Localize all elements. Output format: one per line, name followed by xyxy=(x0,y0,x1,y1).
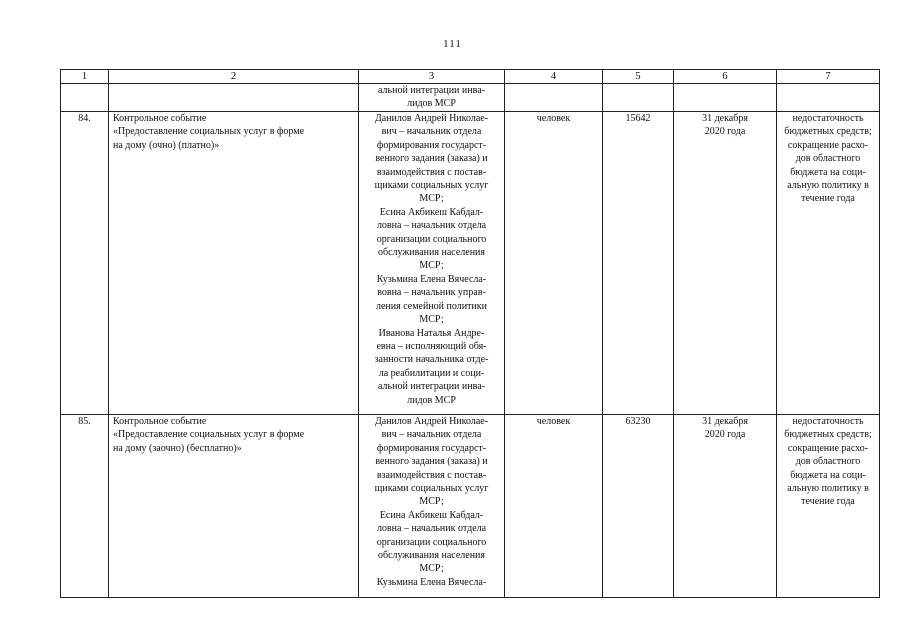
text-line: Контрольное событие xyxy=(113,113,207,124)
text-line: Контрольное событие xyxy=(113,416,207,427)
text-line: Есина Акбикеш Кабдал- xyxy=(379,206,484,218)
text-line: взаимодействия с постав- xyxy=(376,166,487,178)
column-number: 7 xyxy=(777,70,880,84)
text-line: вич – начальник отдела xyxy=(381,429,482,441)
text-line: недостаточность xyxy=(792,416,864,427)
text-line: Кузьмина Елена Вячесла- xyxy=(376,273,487,285)
cell-empty xyxy=(109,84,359,112)
text-line: 2020 года xyxy=(704,126,746,138)
event-cell xyxy=(109,415,359,598)
column-number-row xyxy=(61,70,880,84)
text-line: лидов МСР xyxy=(407,98,456,110)
text-line: ловна – начальник отдела xyxy=(376,220,487,232)
plan-table xyxy=(60,69,880,598)
text-line: организации социального xyxy=(376,233,487,245)
event-cell xyxy=(109,112,359,415)
text-line: недостаточность xyxy=(792,113,864,124)
text-line: МСР; xyxy=(419,260,444,272)
text-line: МСР; xyxy=(419,496,444,508)
text-line: Данилов Андрей Николае- xyxy=(374,416,489,427)
text-line: Кузьмина Елена Вячесла- xyxy=(376,576,487,588)
text-line: венного задания (заказа) и xyxy=(375,456,488,468)
text-line: на дому (очно) (платно)» xyxy=(113,139,220,151)
text-line: обслуживания населения xyxy=(378,550,485,562)
responsible-cell xyxy=(359,415,505,598)
text-line: альную политику в xyxy=(787,180,869,192)
text-line: формирования государст- xyxy=(376,139,487,151)
text-line: Данилов Андрей Николае- xyxy=(374,113,489,124)
text-line: вовна – начальник управ- xyxy=(377,287,486,299)
text-line: «Предоставление социальных услуг в форме xyxy=(113,429,305,441)
text-line: МСР; xyxy=(419,193,444,205)
value-cell: 63230 xyxy=(603,415,674,598)
date-cell xyxy=(674,415,777,598)
continuation-row xyxy=(61,84,880,112)
responsible-cell xyxy=(359,112,505,415)
row-number: 85. xyxy=(61,415,109,598)
column-number: 5 xyxy=(603,70,674,84)
text-line: обслуживания населения xyxy=(378,247,485,259)
text-line: ления семейной политики xyxy=(375,300,488,312)
text-line: дов областного xyxy=(795,456,861,468)
text-line: альной интеграции инва- xyxy=(378,85,485,96)
text-line: дов областного xyxy=(795,153,861,165)
text-line: щиками социальных услуг xyxy=(374,483,489,495)
text-line: течение года xyxy=(801,496,855,508)
table-row xyxy=(61,112,880,415)
text-line: МСР; xyxy=(419,314,444,326)
text-line: Есина Акбикеш Кабдал- xyxy=(379,509,484,521)
row-number: 84. xyxy=(61,112,109,415)
text-line: МСР; xyxy=(419,563,444,575)
cell-empty xyxy=(61,84,109,112)
column-number: 3 xyxy=(359,70,505,84)
cell-empty xyxy=(777,84,880,112)
text-line: формирования государст- xyxy=(376,442,487,454)
unit-cell: человек xyxy=(505,415,603,598)
text-line: Иванова Наталья Андре- xyxy=(378,327,485,339)
cell-empty xyxy=(674,84,777,112)
text-line: бюджетных средств; xyxy=(784,126,872,138)
value-cell: 15642 xyxy=(603,112,674,415)
text-line: занности начальника отде- xyxy=(374,354,489,366)
text-line: течение года xyxy=(801,193,855,205)
text-line: евна – исполняющий обя- xyxy=(376,340,487,352)
text-line: сокращение расхо- xyxy=(787,139,869,151)
text-line: «Предоставление социальных услуг в форме xyxy=(113,126,305,138)
column-number: 6 xyxy=(674,70,777,84)
text-line: ловна – начальник отдела xyxy=(376,523,487,535)
text-line: щиками социальных услуг xyxy=(374,180,489,192)
text-line: сокращение расхо- xyxy=(787,442,869,454)
table-row xyxy=(61,415,880,598)
column-number: 4 xyxy=(505,70,603,84)
column-number: 1 xyxy=(61,70,109,84)
text-line: ла реабилитации и соци- xyxy=(378,367,485,379)
text-line: альной интеграции инва- xyxy=(378,381,485,393)
unit-cell: человек xyxy=(505,112,603,415)
text-line: на дому (заочно) (бесплатно)» xyxy=(113,442,242,454)
risk-cell xyxy=(777,112,880,415)
risk-cell xyxy=(777,415,880,598)
column-number: 2 xyxy=(109,70,359,84)
page-number: 111 xyxy=(443,38,462,50)
cell-empty xyxy=(603,84,674,112)
continued-responsible-cell xyxy=(359,84,505,112)
text-line: венного задания (заказа) и xyxy=(375,153,488,165)
text-line: бюджетных средств; xyxy=(784,429,872,441)
text-line: 31 декабря xyxy=(702,113,748,124)
text-line: бюджета на соци- xyxy=(790,166,866,178)
text-line: лидов МСР xyxy=(407,394,456,406)
cell-empty xyxy=(505,84,603,112)
text-line: вич – начальник отдела xyxy=(381,126,482,138)
text-line: бюджета на соци- xyxy=(790,469,866,481)
text-line: 2020 года xyxy=(704,429,746,441)
text-line: 31 декабря xyxy=(702,416,748,427)
date-cell xyxy=(674,112,777,415)
text-line: альную политику в xyxy=(787,483,869,495)
text-line: организации социального xyxy=(376,536,487,548)
text-line: взаимодействия с постав- xyxy=(376,469,487,481)
